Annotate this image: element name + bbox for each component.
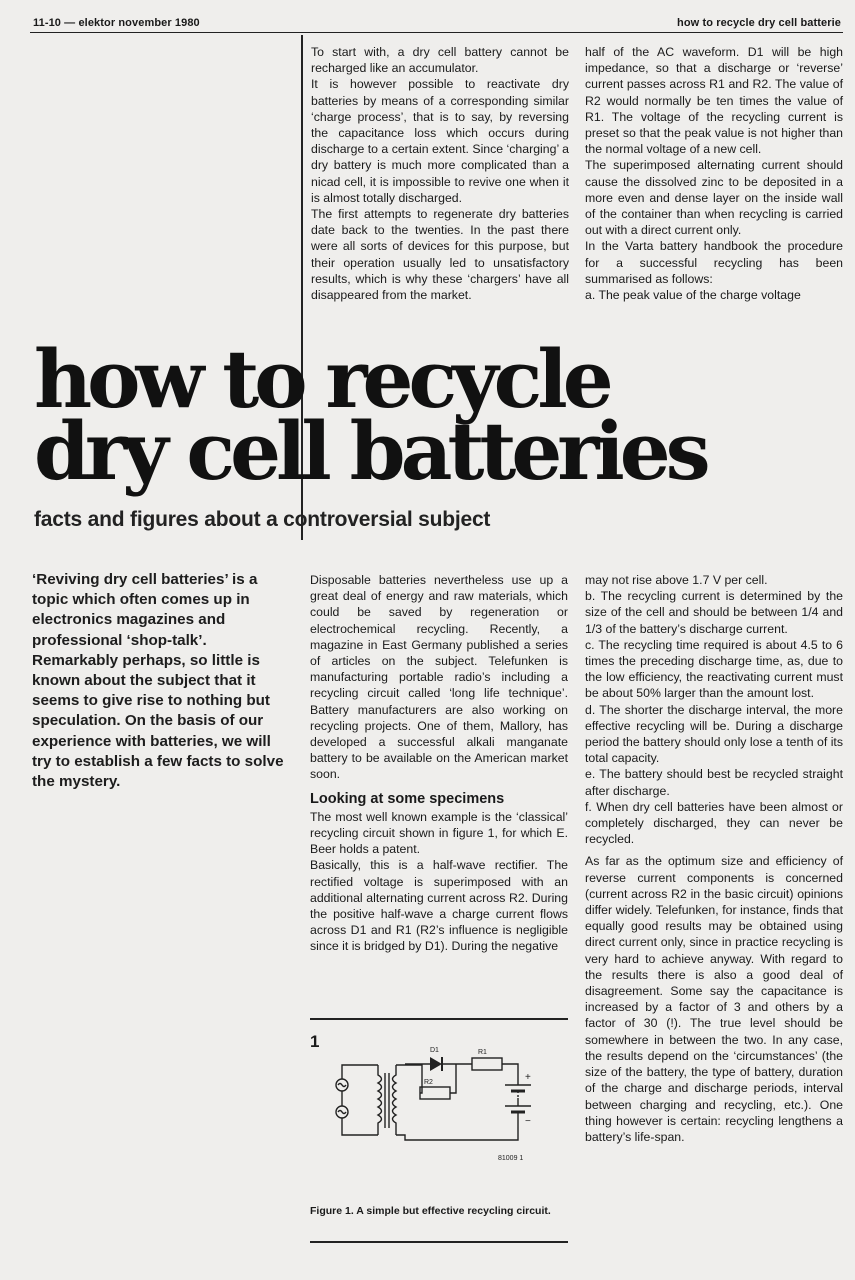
intro-paragraph: ‘Reviving dry cell batteries’ is a topic which often comes up in electronics magazines and professional ‘shop-talk’. Remarkably perhaps, so little is known about the subject that it seems to give rise to nothing but speculation. On the basis of our experience with batteries, we will try to establish a few facts to solve the mystery. <box>32 571 284 791</box>
circuit-diagram <box>330 1040 560 1170</box>
transformer-secondary-coil <box>393 1065 397 1135</box>
list-item: e. The battery should best be recycled straight after discharge. <box>585 767 843 798</box>
section-heading: Looking at some specimens <box>310 790 505 807</box>
list-item: c. The recycling time required is about 4.5 to 6 times the preceding discharge time, as, due to the low efficiency, the reactivating current must be about 50% larger than the amount lost. <box>585 637 843 701</box>
label-minus: − <box>525 1116 531 1127</box>
list-item: b. The recycling current is determined by the size of the cell and should be between 1/4 and 1/3 of the battery’s discharge current. <box>585 589 843 636</box>
list-item: d. The shorter the discharge interval, the more effective recycling will be. During a discharge period the battery should only lose a tenth of its total capacity. <box>585 702 843 766</box>
figure-rule-top <box>310 1018 568 1020</box>
label-r1: R1 <box>478 1049 487 1056</box>
figure-number: 1 <box>310 1032 320 1051</box>
paragraph: Disposable batteries nevertheless use up a great deal of energy and raw materials, which could be saved by regeneration or electrochemical recycling. Recently, a magazine in East Germany published a series of articles on the subject. Telefunken is manufacturing portable radio’s including a recycling circuit called ‘long life technique’. Battery manufacturers are also working on recycling projects. One of them, Mallory, has developed a successful alkali manganate battery to be available on the American market soon. <box>310 573 568 782</box>
paragraph: a. The peak value of the charge voltage <box>585 288 801 303</box>
resistor-r2 <box>420 1087 450 1099</box>
label-plus: + <box>525 1072 531 1083</box>
title-line-1: how to recycle <box>34 332 609 426</box>
paragraph: As far as the optimum size and efficiency of reverse current components is concerned (current across R2 in the basic circuit) opinions differ widely. Telefunken, for instance, finds that equally good results may be obtained using direct current only, since in practice recycling is very hard to achieve anyway. With regard to the results there is also a good deal of disagreement. Some say the capacitance is increased by a factor of 3 and others by a factor of 30 (!). The true level should be somewhere in between the two. In any case, the results depend on the ‘circumstances’ (the size of the battery, the type of battery, duration of the charge and discharge periods, interval between charging and recycling, etc.). One thing however is certain: recycling lengthens a battery’s life-span. <box>585 854 843 1144</box>
figure-rule-bottom <box>310 1241 568 1243</box>
transformer-primary-coil <box>378 1065 382 1135</box>
article-subtitle: facts and figures about a controversial subject <box>34 508 491 531</box>
label-d1: D1 <box>430 1047 439 1054</box>
figure-caption: Figure 1. A simple but effective recycling circuit. <box>310 1205 551 1217</box>
paragraph: Basically, this is a half-wave rectifier. The rectified voltage is superimposed with an additional alternating current across R2. During the positive half-wave a charge current flows across D1 and R1 (R2’s influence is negligible since it is bridged by D1). During the negative <box>310 858 568 954</box>
article-title <box>34 332 706 498</box>
list-item: f. When dry cell batteries have been almost or completely discharged, they can never be recycled. <box>585 799 843 847</box>
paragraph: In the Varta battery handbook the procedure for a successful recycling has been summarised as follows: <box>585 239 843 286</box>
bottom-column-3 <box>585 572 843 1145</box>
running-header-left: 11-10 — elektor november 1980 <box>33 17 200 29</box>
top-column-3 <box>585 44 843 303</box>
paragraph: half of the AC waveform. D1 will be high impedance, so that a discharge or ‘reverse’ current passes across R1 and R2. The value of R2 would normally be ten times the value of R1. The voltage of the recycling current is preset so that the peak value is not higher than the normal voltage of a new cell. <box>585 45 843 157</box>
title-line-2: dry cell batteries <box>34 404 706 498</box>
paragraph: The superimposed alternating current should cause the dissolved zinc to be deposited in a more even and dense layer on the inside wall of the container than when recycling is carried out with a direct current only. <box>585 158 843 238</box>
resistor-r1 <box>472 1058 502 1070</box>
paragraph: It is however possible to reactivate dry batteries by means of a corresponding similar ‘charge process’, that is to say, by reversing the capacitance loss which occurs during discharge to a certain extent. Since ‘charging’ a dry battery is much more complicated than a nicad cell, it is impossible to revive one when it is almost totally discharged. <box>311 77 569 205</box>
paragraph: may not rise above 1.7 V per cell. <box>585 573 768 587</box>
paragraph: The first attempts to regenerate dry batteries date back to the twenties. In the past there were all sorts of devices for this purpose, but their operation usually led to unsatisfactory results, which is why these ‘chargers’ have all disappeared from the market. <box>311 207 569 303</box>
running-header-right: how to recycle dry cell batterie <box>677 17 841 29</box>
label-r2: R2 <box>424 1079 433 1086</box>
figure-code: 81009 1 <box>498 1155 524 1162</box>
diode-d1-icon <box>430 1057 442 1071</box>
figure-caption-wrap <box>310 1198 568 1218</box>
top-column-2 <box>311 44 569 303</box>
header-rule <box>30 32 843 33</box>
paragraph: To start with, a dry cell battery cannot be recharged like an accumulator. <box>311 45 569 76</box>
bottom-column-2 <box>310 572 568 955</box>
paragraph: The most well known example is the ‘classical’ recycling circuit shown in figure 1, for which E. Beer holds a patent. <box>310 809 568 857</box>
